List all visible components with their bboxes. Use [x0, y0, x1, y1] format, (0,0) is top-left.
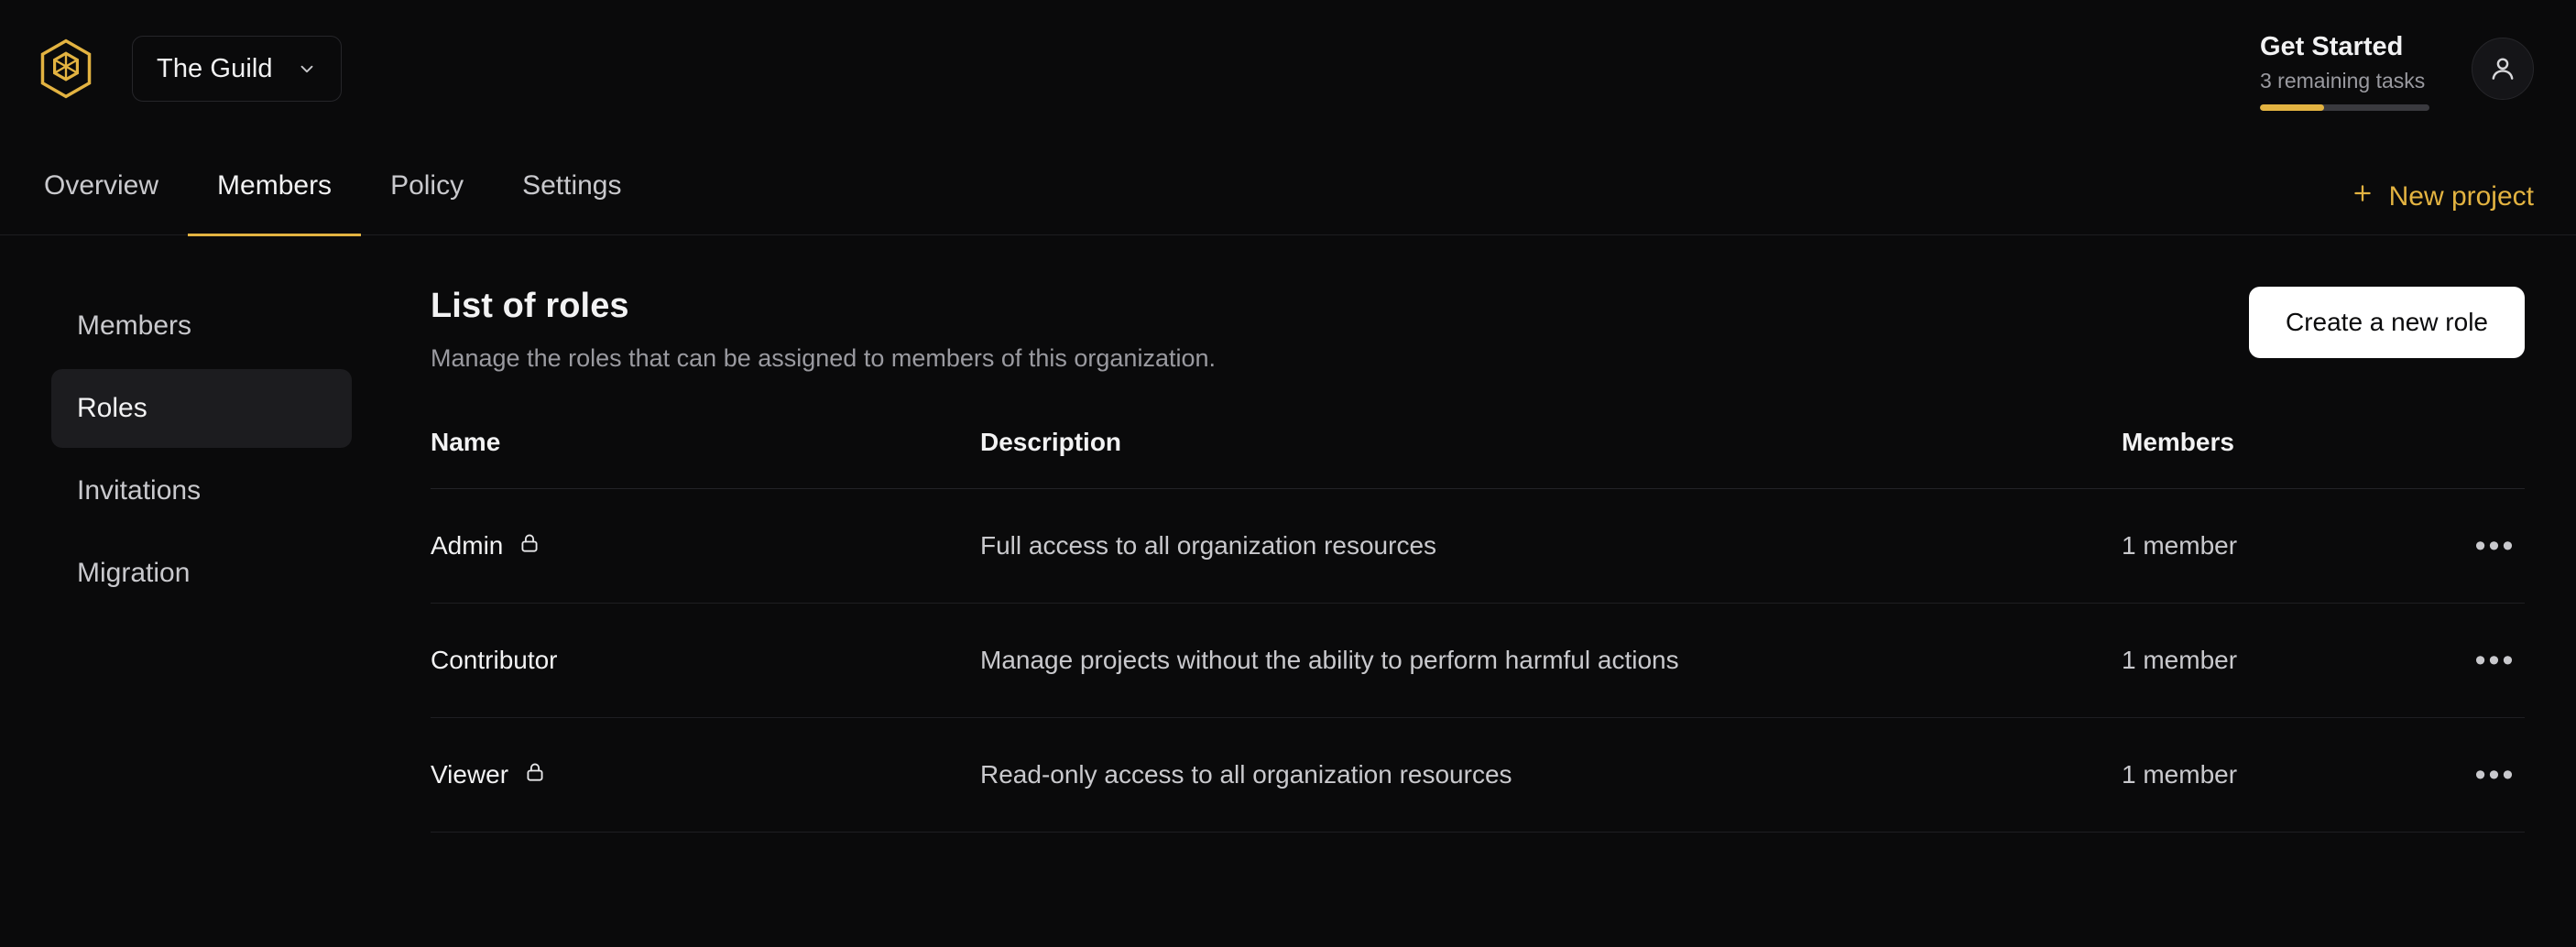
page-subtitle: Manage the roles that can be assigned to members of this organization.: [431, 344, 1216, 372]
org-name-label: The Guild: [157, 53, 273, 83]
create-role-button[interactable]: Create a new role: [2249, 287, 2525, 358]
role-name-label: Contributor: [431, 646, 558, 674]
sidebar-item-label: Migration: [77, 558, 191, 588]
tab-list: [33, 137, 651, 234]
role-members-cell: 1 member: [2122, 718, 2415, 833]
role-name-wrap: [431, 760, 980, 790]
role-description-cell: Full access to all organization resources: [980, 489, 2122, 604]
roles-table: [431, 428, 2525, 833]
primary-nav: [0, 137, 2576, 235]
lock-icon: [518, 531, 541, 561]
role-name-wrap: [431, 531, 980, 561]
ellipsis-icon[interactable]: •••: [2474, 757, 2516, 792]
new-project-button[interactable]: [2351, 181, 2534, 234]
tab-overview[interactable]: [33, 139, 188, 236]
role-description-cell: Manage projects without the ability to perform harmful actions: [980, 604, 2122, 718]
role-actions-cell: [2415, 489, 2525, 604]
role-members-cell: 1 member: [2122, 604, 2415, 718]
get-started-subtitle: 3 remaining tasks: [2260, 68, 2426, 93]
get-started-progress-fill: [2260, 104, 2324, 111]
table-row[interactable]: [431, 489, 2525, 604]
sidebar-item-label: Roles: [77, 393, 147, 423]
column-header-members: Members: [2122, 428, 2415, 489]
sidebar-item-label: Invitations: [77, 475, 202, 506]
lock-icon: [523, 760, 547, 790]
role-description-cell: Read-only access to all organization resources: [980, 718, 2122, 833]
get-started-title: Get Started: [2260, 31, 2404, 61]
tab-policy-label: Policy: [390, 170, 464, 201]
actions-inner: [2415, 753, 2525, 797]
role-name-label: Viewer: [431, 760, 509, 789]
tab-settings-label: Settings: [522, 170, 622, 201]
sidebar-item-label: Members: [77, 310, 192, 341]
sidebar-item-invitations[interactable]: [51, 452, 352, 530]
get-started-progress-bar: [2260, 104, 2429, 111]
table-header-row: [431, 428, 2525, 489]
plus-icon: [2351, 181, 2374, 212]
tab-members-label: Members: [217, 170, 333, 201]
role-name-cell: [431, 604, 980, 718]
roles-table-body: [431, 489, 2525, 833]
actions-inner: [2415, 638, 2525, 682]
column-header-name: Name: [431, 428, 980, 489]
sidebar-item-migration[interactable]: [51, 534, 352, 613]
user-avatar-icon[interactable]: [2472, 38, 2534, 100]
sidebar-item-members[interactable]: [51, 287, 352, 365]
column-header-actions: [2415, 428, 2525, 489]
tab-policy[interactable]: [361, 139, 493, 236]
role-name-cell: [431, 489, 980, 604]
ellipsis-icon[interactable]: •••: [2474, 528, 2516, 563]
tab-overview-label: Overview: [44, 170, 159, 201]
column-header-description: Description: [980, 428, 2122, 489]
role-name-wrap: [431, 646, 980, 675]
sidebar-item-roles[interactable]: [51, 369, 352, 448]
new-project-label: New project: [2388, 181, 2534, 212]
content-header: [431, 287, 2525, 373]
page-body: [0, 235, 2576, 947]
role-name-cell: [431, 718, 980, 833]
tab-settings[interactable]: [493, 139, 650, 236]
secondary-sidebar: [0, 235, 403, 947]
role-members-cell: 1 member: [2122, 489, 2415, 604]
get-started-widget[interactable]: [2260, 27, 2429, 112]
org-switcher-button[interactable]: [132, 36, 342, 102]
chevron-down-icon: [297, 59, 317, 79]
table-row[interactable]: [431, 604, 2525, 718]
actions-inner: [2415, 524, 2525, 568]
ellipsis-icon[interactable]: •••: [2474, 643, 2516, 678]
content-header-text: [431, 287, 1216, 373]
hexagon-cube-logo-icon[interactable]: [33, 36, 99, 102]
top-bar: [0, 0, 2576, 137]
role-name-label: Admin: [431, 531, 504, 560]
role-actions-cell: [2415, 718, 2525, 833]
tab-members[interactable]: [188, 139, 361, 236]
role-actions-cell: [2415, 604, 2525, 718]
page-title: List of roles: [431, 287, 629, 325]
roles-table-head: [431, 428, 2525, 489]
table-row[interactable]: [431, 718, 2525, 833]
main-content: [403, 235, 2576, 947]
